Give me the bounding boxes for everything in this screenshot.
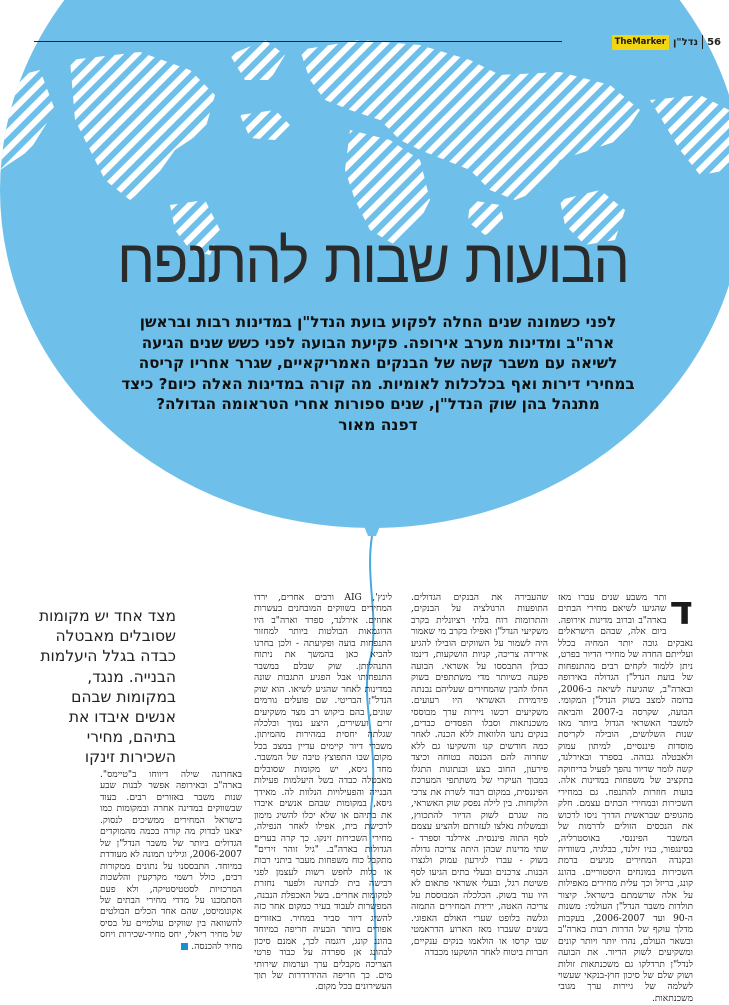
- column-2-text: שהעבירה את הבנקים הגדולים. התופעות הרגולציה על הבנקים, והתרומות רוח בלתי רציונלית בקרב משקיעי הנדל"ן ואפילו בקרב מי שאמור היה לשמור על השווקים הובילו להגיע אירידה צריכה, קניות הושקעות, דינמו כבולן התבססו על אשראי. הבועה פקעה כשיותר מדי משתתפים בשוק החלו להבין שהמחירים שעליהם נבנתה פירמידת האשראי היו רעועים. משקיעים רכשו ניירות ערך מבוססי משכנתאות וסבלו הפסדים כבדים, בנקים נתנו הלוואות ללא הכנה. לאחר כמה חודשים קנו והשקיעו גם ללא שחרוה להם הכנסה בטוחה וכיצד פירעון, החוב בצע ובנתונות התגלו במבוך העיקרי של משתתפי המערכת הפיננסית, במקום רבוד לשרת את צרכי הלקוחות. בין לילה נפסק שוק האשראי, מה שגרם לשוק הדיור להתכווץ, ובמשלות נאלצו לעזרתם ולהציע עצמם לסף התוה פיננסית. אירלנד וספרד - שתי מדינות שבהן היתה צריכה גדולה בשוק - עברו לגירעון עמוק ולגצרו הבנות. צרכנים ובעלי בתים הגיעו לסף פשיטת רגל, ובעלי אשראי פתאום לא היו עוד בשוק. הכלכלה המבוססת על צריכה האטה, ירידת המחירים התמזה וגלשה בלופט שערי האולם האפוגי. בשנים שעברו מאז הארוע הדראמטי שבו קרסו או הולאמו בנקים ענקיים, חברות ביטוח לאחר הושקעו מכבדה: [411, 593, 548, 959]
- header-separator: [702, 35, 703, 49]
- column-3-text: לינץ', AIG ורבים אחרים, ירדו המחירים בשווקים המובחנים בעשרות אחוזים. אירלנד, ספרד וארה"ב היו הדוגמאות הבולטות ביותר למחזור התנפחות בועה ופקיעתה - ולכן בחרנו להביא כאן בהמשך את ניתוח התנהלותן. שוק שבלם במשבר התנפחותו אבל הפגיע התגבות שונה במדינות לאחר שהגיע לשיאו. הוא שוק הנדל"ן הבריטי. שם פועלים גורמים שונים, בהם ביקוש רב מצד משקיעים זרים ועשירים, היצע נמוך וכלכלה שגלתה יחסית במהירות מהמיתון. משברי דיור קיימים עדיין במצב בכל מקום שבו התפוצץ טיבה של המשבר. מחד גיסא, יש מקומות שסובלים מאבטלה כבדה בשל היעלמות פעילות הבנייה והפעילויות הנלוות לה. מאידך גיסא, במקומות שבהם אנשים איבדו את בתיהם או שלא יכלו להשיג מימון לרכישת בית, אפילו לאחר הנפילה, מחירי השכירות זינקו. כך קרה בערים הגדולות בארה"ב. "גיל זוהר זירים" מתקבל כוח משפחות מעבר ביתני רבות או כלות לחפש רשות לעצמן לפני רכישה בית לבחינה ולפער נחזרת למקומות אחרים. בשל האכפלת הנבנה, המפשרות לעבוד בעיר כמקום אחר כזה להשיג דיור סביר במחיר. באזורים אפורים ביותר הבעיה חריפה במיוחד בהונג קונג, דוגמה לכך, אמנם סיכון לבהונג אן ספרדה על כבוד פרטי הצריכה מקבלים ערך וערמות שירותי מים. כך חריפה ההידרדרות של תוך העשירונים בכל מקום.: [254, 593, 392, 993]
- body-column-3: [254, 593, 392, 993]
- column-4-text: באחרונה שילה דיווחו ב"טיימס". בארה"ב ובאירופה אפשר לבנות שבע שנות משבר באזורים רבים. בעוד שבשווקים במדינה אחרה ובמקומות כמו בישראל המחירים ממשיכים לנסוק. יצאנו לבדוק מה קורה בכמה מהמוקדים הגדולים ביותר של משבר הנדל"ן של 2006-2007, וגילינו תמונה לא מעודדת במיוחד. התבססנו על נתונים ממקורות רבים, כולל רשמי מקרקעין והלשכות המרכזיות לסטטיסטיקה, ולא פעם הסתמכנו על מדדי מחירי הבתים של אקונומיסט, שהם אחד הכלים הבולטים להשוואה בין שווקים עולמיים על בסיס של מחיר ריאלי, יחס מחיר-שכירות ויחס מחיר להכנסה.: [100, 770, 242, 952]
- intro-text: לפני כשמונה שנים החלה לפקוע בועת הנדל"ן במדינות רבות ובראשן ארה"ב ומדינות מערב אירופה. פקיעת הבועה לפני כשש שנים הגיעה לשיאה עם משבר קשה של הבנקים האמריקאיים, שגרר אחריו קריסה במחירי דירות ואף בכלכלות לאומיות. מה קורה במדינות האלה כיום? כיצד מתנהל בהן שוק הנדל"ן, שנים ספורות אחרי הטראומה הגדולה?: [121, 313, 635, 413]
- body-column-1: [558, 588, 693, 1004]
- page-number: 56: [707, 36, 721, 48]
- byline: דפנה מאור: [338, 415, 418, 434]
- intro-block: [118, 312, 638, 435]
- body-column-2: [411, 593, 548, 959]
- end-mark: [181, 943, 188, 950]
- body-column-4: [100, 770, 242, 952]
- headline: הבועות שבות להתנפח: [117, 225, 628, 297]
- column-1-text: ותר משבע שנים עברו מאז שהגיעו לשיאם מחירי הבתים בארה"ב וברוב מדינות אירופה. ביום אלה, שבהם הישראלים נאבקים גובה יותר המחיה בכלל ועלייתם החדה של מחירי הדיור בפרט, ניתן ללמוד לקחים רבים מהתנפחות של בועת הנדל"ן הגדולה באירופה ובארה"ב, שהגיעה לשיאה ב-2006, בדומה למצב בשוק הנדל"ן המקומי. הבועה, שקרסה ב-2007 והביאה למשבר האשראי הגדול ביותר מאז שנות השלושים, הובילה לקריסת מוסדות פיננסיים, למיתון עמוק ולאבטלה גבוהה. בספרד ובאירלנד, קשה לומר שדיור נהפך לפעיל בריחוקה בתקציב של משפחות במדינות אלה. בועות חוזרות להתנפח. גם במחירי השכירות ובמחירי הבתים עצמם. חלק מהגופים שבראשית הדרך ניסו לרכוש את הנכסים הזולים לדרמות של המשבר הפיננסי. באוסטרליה, בסינגפור, בניו זילנד, בבלגיה, בשוודיה ובקנדה המחירים מגיעים ברמת השכירות במונחים היסטוריים. בהונג קונג, בריזל וכך עלית מחירים מאפילות על אלה שרשמתם בישראל. קיצור תולדות משבר הנדל"ן העולמי: משנות ה-90 ועד 2006-2007, בעקבות מדלך עוקף של הדרות רבות בארה"ב ובשאר העולם, נהרו יותר ויותר קונים ומשקיעים לשוק הדיור. את הבועה לנדל"ן תרדלקו גם משכנתאות זולות ושוק שלם של סיכון חוץ-בנקאי שעשוי לשלמה של גיירות ערך מגובי משכנתאות.: [558, 593, 693, 1004]
- page-header: [612, 33, 721, 51]
- section-name: נדל"ן: [672, 36, 699, 48]
- header-rule: [34, 41, 562, 42]
- themarker-logo: TheMarker: [612, 35, 669, 50]
- pull-quote: מצד אחד יש מקומות שסובלים מאבטלה כבדה בגלל היעלמות הבנייה. מנגד, במקומות שבהם אנשים איבדו את בתיהם, מחירי השכירות זינקו: [38, 607, 176, 767]
- balloon-knot: [364, 526, 380, 536]
- drop-cap: ד: [669, 588, 693, 634]
